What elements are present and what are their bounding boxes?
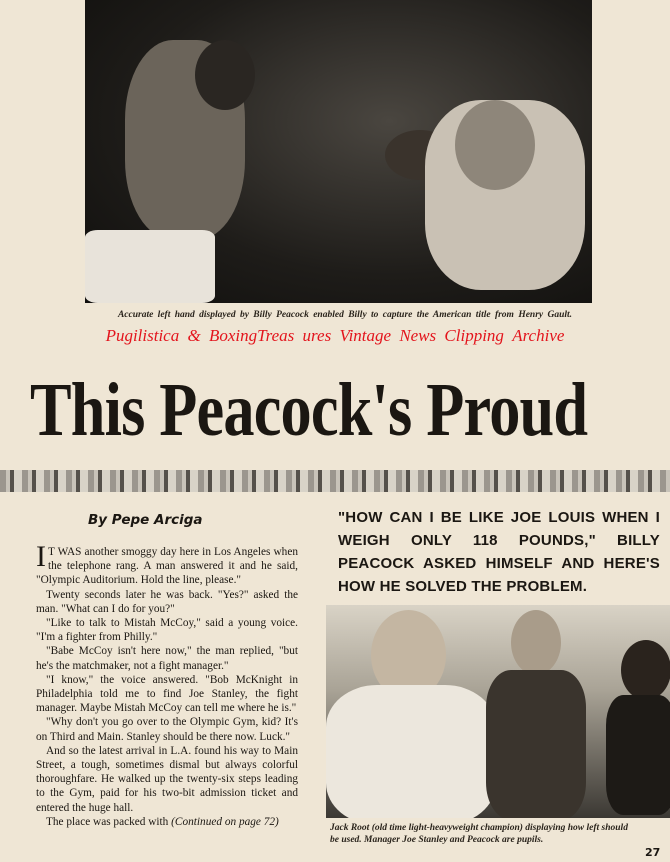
training-photo [326,605,670,818]
boxing-match-photo [85,0,592,303]
paragraph-text: T WAS another smoggy day here in Los Angeles when the telephone rang. A man answered it and he said, "Olympic Auditorium. Hold the line, please." [36,546,298,587]
watermark-line: BoxingTreas [208,326,295,345]
paragraph [36,540,298,588]
top-photo-caption: Accurate left hand displayed by Billy Peacock enabled Billy to capture the American title from Henry Gault. [117,310,573,320]
paragraph: And so the latest arrival in L.A. found his way to Main Street, a tough, sometimes dismal but always colorful thoroughfare. He walked up the twenty-six steps leading to the Gym, paid for his two-bit admission ticket and entered the huge hall. [36,744,298,814]
watermark-line: Clipping [444,326,504,345]
paragraph: "Babe McCoy isn't here now," the man replied, "but he's the matchmaker, not a fight manager." [36,645,298,672]
watermark-line: ures [302,326,332,345]
paragraph [36,815,298,829]
byline: By Pepe Arciga [88,512,203,528]
watermark-line: Pugilistica [105,326,180,345]
paragraph: "I know," the voice answered. "Bob McKnight in Philadelphia told me to find Joe Stanley, the fight manager. Maybe Mistah McCoy can tell me where he is." [36,673,298,715]
watermark-line: & [187,326,201,345]
bottom-photo-caption: Jack Root (old time light-heavyweight champion) displaying how left should be used. Manager Joe Stanley and Peacock are pupils. [330,823,628,845]
article-deck: "HOW CAN I BE LIKE JOE LOUIS WHEN I WEIGH ONLY 118 POUNDS," BILLY PEACOCK ASKED HIMSELF AND HERE'S HOW HE SOLVED THE PROBLEM. [338,509,660,595]
watermark-line: Vintage [339,326,392,345]
watermark-line: News [399,326,437,345]
page-number: 27 [645,846,661,859]
paragraph: "Like to talk to Mistah McCoy," said a young voice. "I'm a fighter from Philly." [36,617,298,644]
continued-link: (Continued on page 72) [171,815,279,828]
paragraph-text: The place was packed with [46,815,169,828]
decorative-band [0,470,670,492]
drop-cap: I [36,540,46,573]
paragraph: "Why don't you go over to the Olympic Gym, kid? It's on Third and Main. Stanley should be there now. Luck." [36,716,298,743]
watermark [0,326,670,346]
watermark-line: Archive [512,326,565,345]
paragraph: Twenty seconds later he was back. "Yes?" asked the man. "What can I do for you?" [36,588,298,615]
article-title: This Peacock's Proud [30,368,588,452]
article-body [36,540,298,829]
